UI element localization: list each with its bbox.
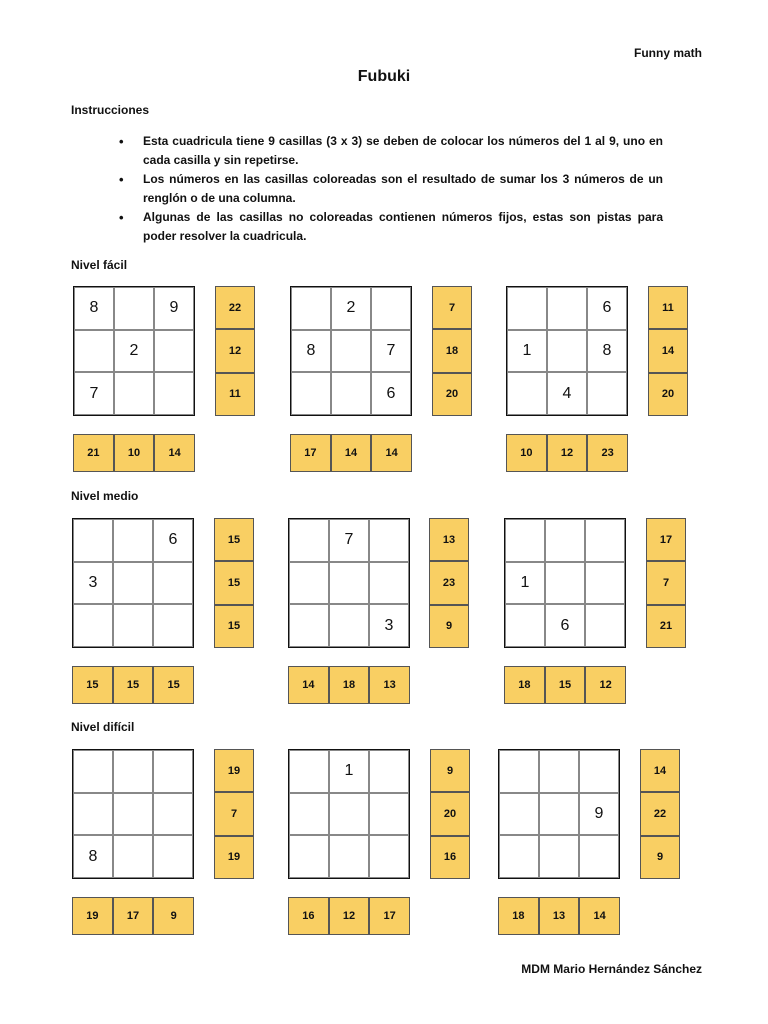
column-sum-box: 16 (288, 897, 329, 935)
grid-cell[interactable] (113, 750, 153, 793)
row-sums (214, 518, 254, 648)
column-sum-box: 19 (72, 897, 113, 935)
instruction-item: • Los números en las casillas coloreadas son el resultado de sumar los 3 números de un renglón o de una columna. (143, 170, 663, 208)
column-sum-box: 17 (113, 897, 154, 935)
grid-cell[interactable] (369, 793, 409, 836)
grid-cell[interactable] (579, 835, 619, 878)
row-sum-box: 11 (648, 286, 688, 329)
grid-cell[interactable] (113, 519, 153, 562)
row-sum-box: 14 (640, 749, 680, 792)
column-sum-box: 13 (539, 897, 580, 935)
row-sum-box: 15 (214, 518, 254, 561)
instruction-item: • Esta cuadricula tiene 9 casillas (3 x 3) se deben de colocar los números del 1 al 9, uno en cada casilla y sin repetirse. (143, 132, 663, 170)
grid-cell[interactable] (545, 562, 585, 605)
grid-cell[interactable]: 6 (587, 287, 627, 330)
column-sum-box: 15 (113, 666, 154, 704)
grid-cell[interactable]: 6 (371, 372, 411, 415)
grid-cell[interactable] (369, 835, 409, 878)
grid-cell[interactable]: 3 (369, 604, 409, 647)
grid-cell[interactable] (291, 287, 331, 330)
column-sum-box: 15 (72, 666, 113, 704)
grid-cell[interactable] (329, 835, 369, 878)
column-sum-box: 14 (288, 666, 329, 704)
grid-cell[interactable] (331, 372, 371, 415)
row-sums (429, 518, 469, 648)
grid-cell[interactable] (113, 604, 153, 647)
row-sums (430, 749, 470, 879)
column-sum-box: 15 (153, 666, 194, 704)
grid-cell[interactable] (499, 835, 539, 878)
column-sum-box: 9 (153, 897, 194, 935)
grid-cell[interactable] (73, 604, 113, 647)
row-sum-box: 9 (429, 605, 469, 648)
grid-cell[interactable]: 6 (153, 519, 193, 562)
grid-cell[interactable]: 8 (587, 330, 627, 373)
grid-cell[interactable] (73, 519, 113, 562)
column-sums (73, 434, 195, 472)
level-title: Nivel medio (71, 489, 139, 503)
column-sum-box: 17 (290, 434, 331, 472)
column-sum-box: 18 (504, 666, 545, 704)
row-sum-box: 19 (214, 836, 254, 879)
puzzle-grid (498, 749, 620, 879)
puzzle-grid (506, 286, 628, 416)
grid-cell[interactable]: 2 (114, 330, 154, 373)
grid-cell[interactable] (154, 330, 194, 373)
row-sum-box: 16 (430, 836, 470, 879)
instructions-heading: Instrucciones (71, 103, 150, 117)
column-sums (288, 897, 410, 935)
grid-cell[interactable] (585, 604, 625, 647)
column-sum-box: 23 (587, 434, 628, 472)
column-sum-box: 10 (114, 434, 155, 472)
row-sum-box: 21 (646, 605, 686, 648)
row-sum-box: 13 (429, 518, 469, 561)
puzzle-grid (72, 749, 194, 879)
grid-cell[interactable] (329, 793, 369, 836)
row-sum-box: 7 (646, 561, 686, 604)
grid-cell[interactable] (585, 562, 625, 605)
puzzle-grid (72, 518, 194, 648)
column-sum-box: 14 (331, 434, 372, 472)
brand-label: Funny math (634, 46, 702, 60)
level-title: Nivel difícil (71, 720, 135, 734)
grid-cell[interactable] (587, 372, 627, 415)
page-title: Fubuki (357, 68, 411, 85)
grid-cell[interactable] (371, 287, 411, 330)
grid-cell[interactable]: 6 (545, 604, 585, 647)
row-sum-box: 15 (214, 605, 254, 648)
row-sum-box: 18 (432, 329, 472, 372)
column-sum-box: 21 (73, 434, 114, 472)
grid-cell[interactable] (329, 604, 369, 647)
puzzle-grid (504, 518, 626, 648)
grid-cell[interactable] (369, 562, 409, 605)
row-sums (648, 286, 688, 416)
grid-cell[interactable] (289, 562, 329, 605)
column-sums (72, 666, 194, 704)
grid-cell[interactable] (153, 750, 193, 793)
grid-cell[interactable] (289, 750, 329, 793)
grid-cell[interactable] (331, 330, 371, 373)
grid-cell[interactable] (114, 287, 154, 330)
grid-cell[interactable] (73, 750, 113, 793)
grid-cell[interactable]: 1 (329, 750, 369, 793)
grid-cell[interactable] (499, 793, 539, 836)
grid-cell[interactable]: 2 (331, 287, 371, 330)
grid-cell[interactable] (539, 835, 579, 878)
grid-cell[interactable] (585, 519, 625, 562)
grid-cell[interactable] (114, 372, 154, 415)
grid-cell[interactable]: 7 (329, 519, 369, 562)
column-sum-box: 18 (498, 897, 539, 935)
row-sum-box: 20 (432, 373, 472, 416)
grid-cell[interactable] (547, 287, 587, 330)
row-sum-box: 14 (648, 329, 688, 372)
puzzle-grid (288, 749, 410, 879)
row-sums (215, 286, 255, 416)
grid-cell[interactable] (539, 793, 579, 836)
grid-cell[interactable] (289, 519, 329, 562)
puzzle-grid (73, 286, 195, 416)
grid-cell[interactable] (539, 750, 579, 793)
column-sum-box: 12 (585, 666, 626, 704)
grid-cell[interactable] (547, 330, 587, 373)
grid-cell[interactable]: 8 (74, 287, 114, 330)
grid-cell[interactable]: 1 (505, 562, 545, 605)
grid-cell[interactable] (113, 562, 153, 605)
grid-cell[interactable] (499, 750, 539, 793)
grid-cell[interactable]: 3 (73, 562, 113, 605)
grid-cell[interactable] (505, 604, 545, 647)
grid-cell[interactable]: 8 (73, 835, 113, 878)
row-sums (432, 286, 472, 416)
column-sum-box: 15 (545, 666, 586, 704)
grid-cell[interactable] (289, 604, 329, 647)
row-sum-box: 9 (640, 836, 680, 879)
row-sum-box: 19 (214, 749, 254, 792)
column-sum-box: 10 (506, 434, 547, 472)
column-sums (290, 434, 412, 472)
grid-cell[interactable]: 7 (74, 372, 114, 415)
grid-cell[interactable]: 9 (579, 793, 619, 836)
row-sums (646, 518, 686, 648)
grid-cell[interactable] (153, 604, 193, 647)
grid-cell[interactable] (154, 372, 194, 415)
grid-cell[interactable] (329, 562, 369, 605)
instructions-list (143, 132, 663, 246)
grid-cell[interactable] (153, 835, 193, 878)
column-sums (504, 666, 626, 704)
column-sums (498, 897, 620, 935)
grid-cell[interactable] (113, 793, 153, 836)
row-sum-box: 20 (648, 373, 688, 416)
column-sum-box: 17 (369, 897, 410, 935)
grid-cell[interactable] (579, 750, 619, 793)
grid-cell[interactable]: 7 (371, 330, 411, 373)
row-sum-box: 7 (214, 792, 254, 835)
row-sum-box: 20 (430, 792, 470, 835)
grid-cell[interactable]: 9 (154, 287, 194, 330)
level-title: Nivel fácil (71, 258, 128, 272)
author-signature: MDM Mario Hernández Sánchez (521, 962, 702, 976)
column-sum-box: 13 (369, 666, 410, 704)
grid-cell[interactable] (507, 287, 547, 330)
grid-cell[interactable] (153, 562, 193, 605)
row-sum-box: 12 (215, 329, 255, 372)
column-sum-box: 14 (371, 434, 412, 472)
row-sum-box: 22 (640, 792, 680, 835)
grid-cell[interactable] (73, 793, 113, 836)
grid-cell[interactable]: 8 (291, 330, 331, 373)
grid-cell[interactable] (505, 519, 545, 562)
row-sum-box: 17 (646, 518, 686, 561)
column-sums (288, 666, 410, 704)
instruction-item: • Algunas de las casillas no coloreadas contienen números fijos, estas son pistas para poder resolver la cuadricula. (143, 208, 663, 246)
row-sum-box: 23 (429, 561, 469, 604)
grid-cell[interactable] (507, 372, 547, 415)
grid-cell[interactable]: 4 (547, 372, 587, 415)
grid-cell[interactable] (369, 750, 409, 793)
row-sums (640, 749, 680, 879)
grid-cell[interactable]: 1 (507, 330, 547, 373)
column-sum-box: 12 (329, 897, 370, 935)
row-sum-box: 7 (432, 286, 472, 329)
puzzle-grid (290, 286, 412, 416)
grid-cell[interactable] (545, 519, 585, 562)
column-sum-box: 12 (547, 434, 588, 472)
row-sum-box: 22 (215, 286, 255, 329)
column-sums (72, 897, 194, 935)
grid-cell[interactable] (291, 372, 331, 415)
grid-cell[interactable] (369, 519, 409, 562)
row-sums (214, 749, 254, 879)
grid-cell[interactable] (74, 330, 114, 373)
column-sum-box: 14 (579, 897, 620, 935)
puzzle-grid (288, 518, 410, 648)
column-sum-box: 18 (329, 666, 370, 704)
column-sum-box: 14 (154, 434, 195, 472)
row-sum-box: 15 (214, 561, 254, 604)
grid-cell[interactable] (153, 793, 193, 836)
row-sum-box: 9 (430, 749, 470, 792)
column-sums (506, 434, 628, 472)
row-sum-box: 11 (215, 373, 255, 416)
grid-cell[interactable] (289, 835, 329, 878)
grid-cell[interactable] (113, 835, 153, 878)
grid-cell[interactable] (289, 793, 329, 836)
